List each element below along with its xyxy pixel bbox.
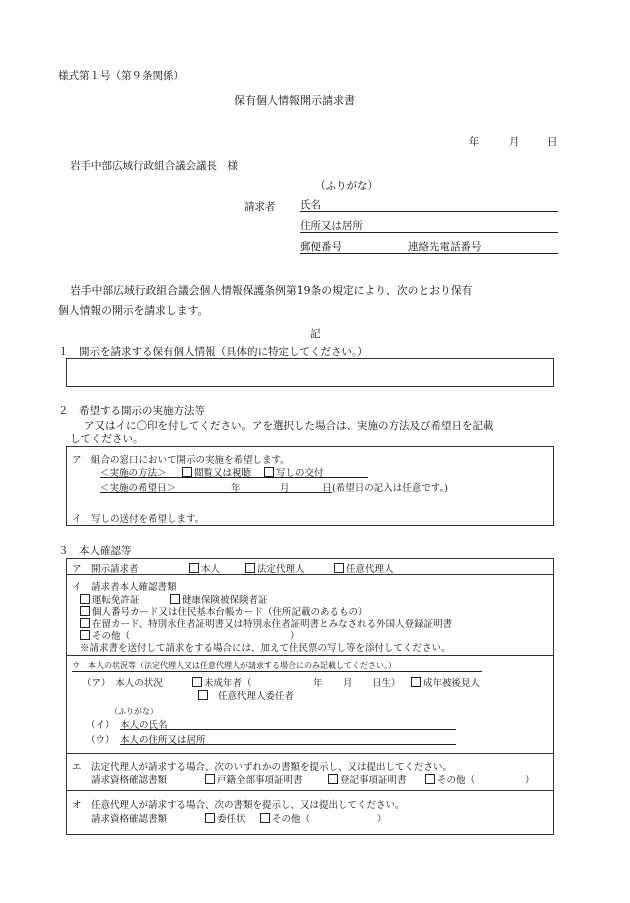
doc-mynumber-label: 個人番号カード又は住民基本台帳カード（住所記載のあるもの） [92, 607, 368, 618]
checkbox[interactable] [334, 563, 344, 573]
status-guardian[interactable] [411, 675, 480, 689]
desired-date-note: (希望日の記入は任意です。) [332, 483, 448, 494]
voluntary-qualification-label: 請求資格確認書類 [91, 814, 168, 825]
person-name-label-prefix: （イ） [86, 720, 115, 731]
copy-checkbox[interactable] [264, 467, 274, 477]
requester-contact-field[interactable] [300, 239, 558, 254]
voluntary-other-label: その他（ [272, 814, 311, 825]
method-row [100, 465, 368, 478]
divider [66, 790, 554, 791]
registry-label: 登記事項証明書 [340, 775, 407, 786]
document-title: 保有個人情報開示請求書 [234, 94, 355, 107]
voluntary-agent-docs-text: オ 任意代理人が請求する場合、次の書類を提示し、又は提出してください。 [72, 800, 405, 811]
checkbox[interactable] [328, 774, 338, 784]
requester-type-label: ア 開示請求者 [72, 564, 139, 575]
person-furigana: （ふりがな） [110, 707, 158, 716]
section2-note-1: ア又はイに〇印を付してください。アを選択した場合は、実施の方法及び希望日を記載 [84, 420, 494, 432]
method-label: ＜実施の方法＞ [100, 468, 167, 479]
person-name-label: 本人の氏名 [120, 720, 168, 731]
legal-agent-docs-text: エ 法定代理人が請求する場合、次のいずれかの書類を提示し、又は提出してください。 [72, 762, 453, 773]
status-heading: ウ 本人の状況等（法定代理人又は任意代理人が請求する場合にのみ記載してください。） [72, 660, 482, 672]
desired-date-label: ＜実施の希望日＞ [100, 483, 177, 494]
requester-type-legal[interactable] [245, 561, 305, 575]
desired-year: 年 [231, 483, 241, 494]
power-of-attorney-label: 委任状 [217, 814, 246, 825]
checkbox[interactable] [189, 563, 199, 573]
doc-note: ※請求書を送付して請求をする場合には、加えて住民票の写し等を添付してください。 [80, 643, 451, 654]
legal-other-close: ） [525, 775, 535, 786]
doc-other-close: ） [290, 631, 300, 642]
status-birthday: 日生） [372, 678, 401, 689]
section1-heading: １ 開示を請求する保有個人情報（具体的に特定してください。） [58, 346, 368, 358]
option-i-text[interactable]: イ 写しの送付を希望します。 [72, 514, 205, 525]
intro-line-2: 個人情報の開示を請求します。 [58, 304, 209, 317]
family-register-label: 戸籍全部事項証明書 [217, 775, 303, 786]
date-year: 年 [469, 136, 480, 148]
option-view[interactable] [182, 465, 251, 479]
doc-other-label: その他（ [92, 631, 131, 642]
doc-insurance-label: 健康保険被保険者証 [182, 595, 268, 606]
requester-label: 請求者 [244, 201, 276, 213]
date-day: 日 [547, 136, 558, 148]
legal-doc-family-register[interactable] [205, 772, 303, 786]
requester-name-field[interactable] [300, 197, 558, 212]
status-month: 月 [343, 678, 353, 689]
legal-qualification-label: 請求資格確認書類 [91, 775, 168, 786]
section2-note-2: してください。 [70, 433, 144, 445]
requester-name-label: 氏名 [300, 199, 321, 211]
legal-other-label: その他（ [437, 775, 476, 786]
self-label: 本人 [201, 564, 221, 575]
requester-type-voluntary[interactable] [334, 561, 394, 575]
section3-heading: ３ 本人確認等 [58, 545, 132, 557]
addressee: 岩手中部広域行政組合議会議長 様 [70, 160, 238, 172]
voluntary-agent-label: 任意代理人 [346, 564, 394, 575]
divider [66, 753, 554, 754]
form-number: 様式第１号（第９条関係） [58, 70, 184, 82]
guardian-label: 成年被後見人 [423, 678, 481, 689]
requester-type-self[interactable] [189, 561, 220, 575]
requester-address-field[interactable] [300, 218, 558, 233]
legal-agent-label: 法定代理人 [257, 564, 305, 575]
checkbox[interactable] [80, 630, 90, 640]
checkbox[interactable] [411, 677, 421, 687]
legal-doc-registry[interactable] [328, 772, 407, 786]
checkbox[interactable] [80, 594, 90, 604]
checkbox[interactable] [170, 594, 180, 604]
voluntary-doc-power-of-attorney[interactable] [205, 811, 246, 825]
checkbox[interactable] [198, 690, 208, 700]
minor-label: 未成年者（ [204, 678, 252, 689]
option-a-text[interactable]: ア 組合の窓口において開示の実施を希望します。 [72, 455, 290, 466]
section2-heading: ２ 希望する開示の実施方法等 [58, 405, 205, 417]
date-month: 月 [509, 136, 520, 148]
doc-license-label: 運転免許証 [92, 595, 140, 606]
intro-line-1: 岩手中部広域行政組合議会個人情報保護条例第19条の規定により、次のとおり保有 [70, 284, 473, 297]
status-minor[interactable] [192, 675, 252, 689]
checkbox[interactable] [205, 813, 215, 823]
date-row [100, 480, 332, 493]
checkbox[interactable] [80, 606, 90, 616]
checkbox[interactable] [245, 563, 255, 573]
checkbox[interactable] [192, 677, 202, 687]
voluntary-doc-other[interactable] [260, 811, 310, 825]
person-name-field[interactable] [120, 717, 456, 730]
checkbox[interactable] [205, 774, 215, 784]
doc-residence[interactable] [80, 616, 452, 630]
desired-day: 日 [322, 483, 332, 494]
ki-mark: 記 [310, 328, 321, 340]
option-copy[interactable] [264, 465, 324, 479]
id-docs-heading: イ 請求者本人確認書類 [72, 582, 177, 593]
status-a-label: （ア） 本人の状況 [82, 678, 163, 689]
person-address-label-prefix: （ウ） [86, 735, 115, 746]
voluntary-other-close: ） [377, 814, 387, 825]
divider [66, 574, 554, 575]
checkbox[interactable] [425, 774, 435, 784]
option-copy-label: 写しの交付 [276, 468, 324, 479]
delegator-label: 任意代理人委任者 [218, 691, 295, 702]
phone-label: 連絡先電話番号 [408, 241, 482, 253]
person-address-field[interactable] [120, 732, 456, 745]
divider [66, 655, 554, 656]
desired-month: 月 [280, 483, 290, 494]
doc-residence-label: 在留カード、特別永住者証明書又は特別永住者証明書とみなされる外国人登録証明書 [92, 619, 453, 630]
legal-doc-other[interactable] [425, 772, 475, 786]
view-checkbox[interactable] [182, 467, 192, 477]
requester-address-label: 住所又は居所 [300, 220, 363, 232]
status-year: 年 [313, 678, 323, 689]
section1-input-box[interactable] [66, 358, 554, 387]
checkbox[interactable] [260, 813, 270, 823]
status-delegator[interactable] [198, 688, 294, 702]
furigana-label: （ふりがな） [315, 180, 378, 192]
checkbox[interactable] [80, 618, 90, 628]
person-address-label: 本人の住所又は居所 [120, 735, 206, 746]
option-view-label: 閲覧又は視聴 [194, 468, 252, 479]
postal-code-label: 郵便番号 [300, 241, 342, 253]
